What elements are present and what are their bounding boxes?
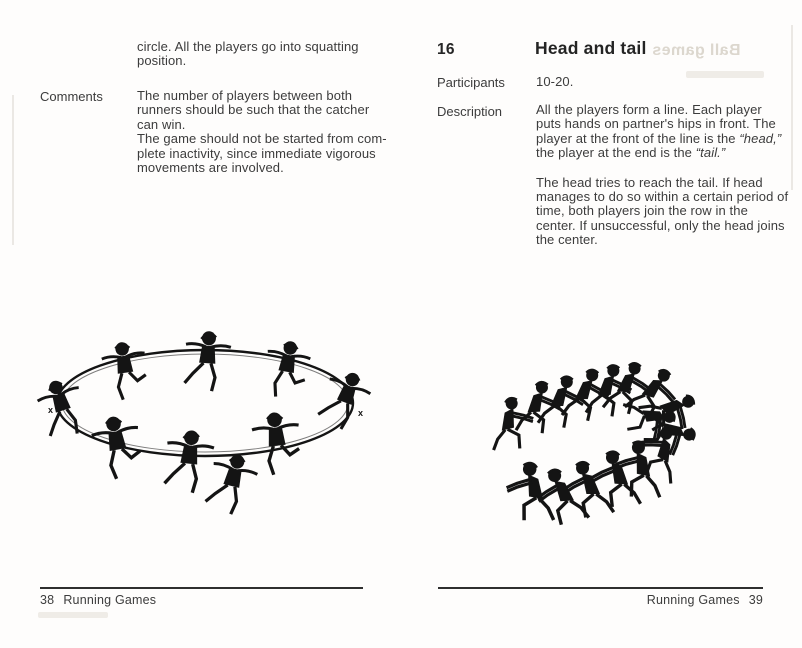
right-page-number: 39 [748,593,763,607]
comments-line: plete inactivity, since immediate vigorous [137,145,376,161]
description-line: manages to do so within a certain period of [536,189,789,205]
scan-left-edge-line [12,95,14,245]
left-intro-paragraph [137,40,387,69]
comments-line: The number of players between both [137,88,353,103]
game-number: 16 [437,41,455,58]
head-term: “head,” [739,130,782,146]
head-and-tail-drawing [470,352,740,582]
description-line: time, both players join the row in the [536,203,748,219]
head-and-tail-illustration [470,352,740,582]
left-section-title: Running Games [63,593,157,607]
comments-line: runners should be such that the catcher [137,102,370,118]
paragraph-gap [536,161,781,176]
description-label: Description [437,104,503,119]
scan-right-edge-line [791,25,793,190]
intro-line: position. [137,53,187,69]
description-line: the center. [536,232,598,248]
right-section-title: Running Games [646,593,740,607]
description-line: puts hands on partner's hips in front. The [536,116,776,132]
description-line: center. If unsuccessful, only the head joins [536,217,785,233]
left-footer [40,593,156,607]
description-line: All the players form a line. Each player [536,102,762,117]
bleedthrough-smudge [686,71,764,78]
description-paragraphs [536,102,789,248]
comments-paragraph [137,89,387,175]
game-title: Head and tail [535,38,647,58]
circle-game-drawing [36,330,386,570]
right-footer [438,593,763,607]
participants-value: 10-20. [536,74,574,89]
description-line: the player at the end is the “tail.” [536,145,726,161]
tail-term: “tail.” [695,145,726,161]
description-line: player at the front of the line is the “head,” [536,130,782,146]
description-line: The head tries to reach the tail. If head [536,174,763,190]
right-footer-rule [438,587,763,589]
left-page-number: 38 [40,593,55,607]
comments-label: Comments [40,89,103,104]
circle-marker-left: x [48,405,54,415]
comments-line: The game should not be started from com- [137,131,387,147]
circle-marker-right: x [358,408,364,418]
circle-game-illustration [36,330,386,570]
comments-line: movements are involved. [137,160,284,176]
left-footer-rule [40,587,363,589]
scan-smudge-bottom-left [38,612,108,618]
comments-line: can win. [137,116,186,132]
bleedthrough-title: Ball games [652,42,741,59]
intro-line: circle. All the players go into squatting [137,39,359,54]
participants-label: Participants [437,75,505,90]
